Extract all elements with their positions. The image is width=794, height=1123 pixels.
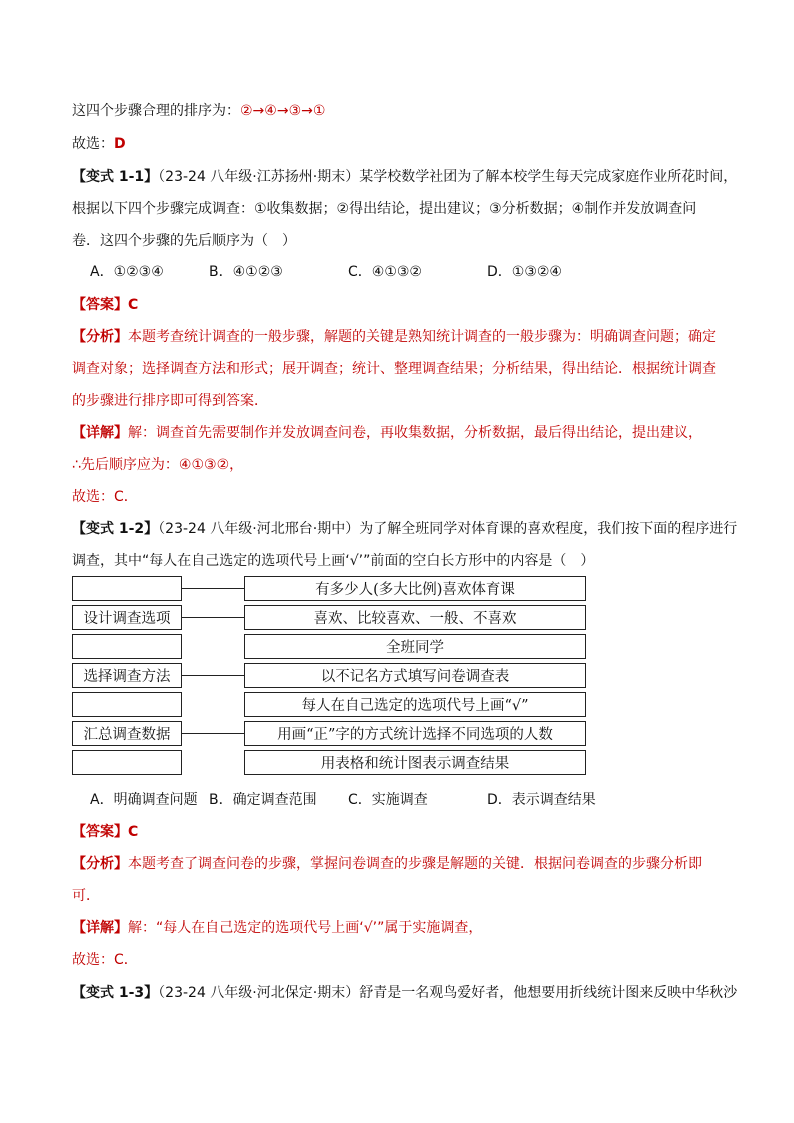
flow-connector-3 — [182, 675, 244, 676]
flow-right-box-1: 有多少人(多大比例)喜欢体育课 — [244, 576, 586, 601]
q1-analysis-tag: 【分析】 — [72, 329, 128, 345]
flow-right-box-5: 每人在自己选定的选项代号上画“√” — [244, 692, 586, 717]
q2-option-d: D．表示调查结果 — [487, 792, 596, 808]
flow-right-box-2: 喜欢、比较喜欢、一般、不喜欢 — [244, 605, 586, 630]
q2-detail-line — [72, 918, 482, 938]
q1-detail-line-1 — [72, 423, 702, 443]
choose-prefix: 故选： — [72, 136, 114, 152]
flow-left-box-2: 设计调查选项 — [72, 605, 182, 630]
flow-right-box-7: 用表格和统计图表示调查结果 — [244, 750, 586, 775]
q1-stem-line-2: 根据以下四个步骤完成调查：①收集数据；②得出结论，提出建议；③分析数据；④制作并发放调查问 — [72, 201, 697, 217]
q2-analysis-line-2: 可． — [72, 888, 100, 904]
q1-option-a: A．①②③④ — [90, 264, 164, 280]
q2-detail-text: 解：“每人在自己选定的选项代号上画‘√’”属于实施调查， — [128, 920, 483, 936]
q1-answer: C — [128, 297, 139, 313]
q1-tag: 【变式 1-1】 — [72, 169, 159, 185]
q1-option-b: B．④①②③ — [209, 264, 283, 280]
q1-stem-line-3: 卷．这四个步骤的先后顺序为（ ） — [72, 233, 296, 249]
q2-analysis-tag: 【分析】 — [72, 856, 128, 872]
q2-option-a: A．明确调查问题 — [90, 792, 198, 808]
flow-connector-1 — [182, 588, 244, 589]
q1-answer-tag: 【答案】 — [72, 297, 128, 313]
flow-right-box-3: 全班同学 — [244, 634, 586, 659]
q2-answer-line — [72, 822, 138, 842]
q3-stem-line-1 — [72, 983, 737, 1003]
flow-connector-2 — [182, 617, 244, 618]
q2-answer-tag: 【答案】 — [72, 824, 128, 840]
flow-left-box-3 — [72, 634, 182, 659]
order-prefix: 这四个步骤合理的排序为： — [72, 103, 240, 119]
q1-detail-prefix: ∴先后顺序应为： — [72, 457, 179, 473]
q1-option-d: D．①③②④ — [487, 264, 562, 280]
q2-tag: 【变式 1-2】 — [72, 521, 159, 537]
q2-stem-line-1 — [72, 519, 737, 539]
q2-detail-tag: 【详解】 — [72, 920, 128, 936]
flow-right-box-6: 用画“正”字的方式统计选择不同选项的人数 — [244, 721, 586, 746]
q2-analysis-line-1 — [72, 854, 702, 874]
flow-right-box-4: 以不记名方式填写问卷调查表 — [244, 663, 586, 688]
q2-analysis-text-1: 本题考查了调查问卷的步骤，掌握问卷调查的步骤是解题的关键．根据问卷调查的步骤分析即 — [128, 856, 702, 872]
q1-analysis-line-3: 的步骤进行排序即可得到答案． — [72, 393, 268, 409]
flow-left-box-4: 选择调查方法 — [72, 663, 182, 688]
q1-analysis-line-2: 调查对象；选择调查方法和形式；展开调查；统计、整理调查结果；分析结果，得出结论．根据统计调查 — [72, 361, 716, 377]
choose-value: D — [114, 136, 126, 152]
q2-option-c: C．实施调查 — [348, 792, 428, 808]
q1-analysis-text-1: 本题考查统计调查的一般步骤，解题的关键是熟知统计调查的一般步骤为：明确调查问题；确定 — [128, 329, 716, 345]
q2-choose: 故选：C． — [72, 952, 138, 968]
q1-detail-value: ④①③② — [178, 457, 230, 473]
flow-left-box-1 — [72, 576, 182, 601]
q3-text-1: 舒青是一名观鸟爱好者，他想要用折线统计图来反映中华秋沙 — [359, 985, 738, 1001]
q1-detail-text-1: 解：调查首先需要制作并发放调查问卷，再收集数据，分析数据，最后得出结论，提出建议， — [128, 425, 702, 441]
order-value: ②→④→③→① — [240, 103, 326, 119]
q1-detail-line-2 — [72, 455, 243, 475]
q2-stem-line-2: 调查，其中“每人在自己选定的选项代号上画‘√’”前面的空白长方形中的内容是（ ） — [72, 553, 595, 569]
q2-option-b: B．确定调查范围 — [209, 792, 317, 808]
q1-text-1: 某学校数学社团为了解本校学生每天完成家庭作业所花时间， — [359, 169, 738, 185]
order-line — [72, 101, 325, 121]
q1-detail-tag: 【详解】 — [72, 425, 128, 441]
q1-answer-line — [72, 295, 138, 315]
flow-left-box-6: 汇总调查数据 — [72, 721, 182, 746]
q1-analysis-line-1 — [72, 327, 716, 347]
q3-source: （23-24 八年级·河北保定·期末） — [158, 985, 360, 1001]
q2-answer: C — [128, 824, 139, 840]
q1-detail-suffix: ， — [229, 457, 244, 473]
q2-source: （23-24 八年级·河北邢台·期中） — [158, 521, 360, 537]
q3-tag: 【变式 1-3】 — [72, 985, 159, 1001]
flow-connector-4 — [182, 733, 244, 734]
q1-choose: 故选：C． — [72, 489, 138, 505]
flow-left-box-5 — [72, 692, 182, 717]
q2-text-1: 为了解全班同学对体育课的喜欢程度，我们按下面的程序进行 — [359, 521, 738, 537]
q1-option-c: C．④①③② — [348, 264, 422, 280]
q1-source: （23-24 八年级·江苏扬州·期末） — [158, 169, 360, 185]
flow-left-box-7 — [72, 750, 182, 775]
q1-stem-line-1 — [72, 167, 737, 187]
choose-line-intro — [72, 134, 126, 154]
